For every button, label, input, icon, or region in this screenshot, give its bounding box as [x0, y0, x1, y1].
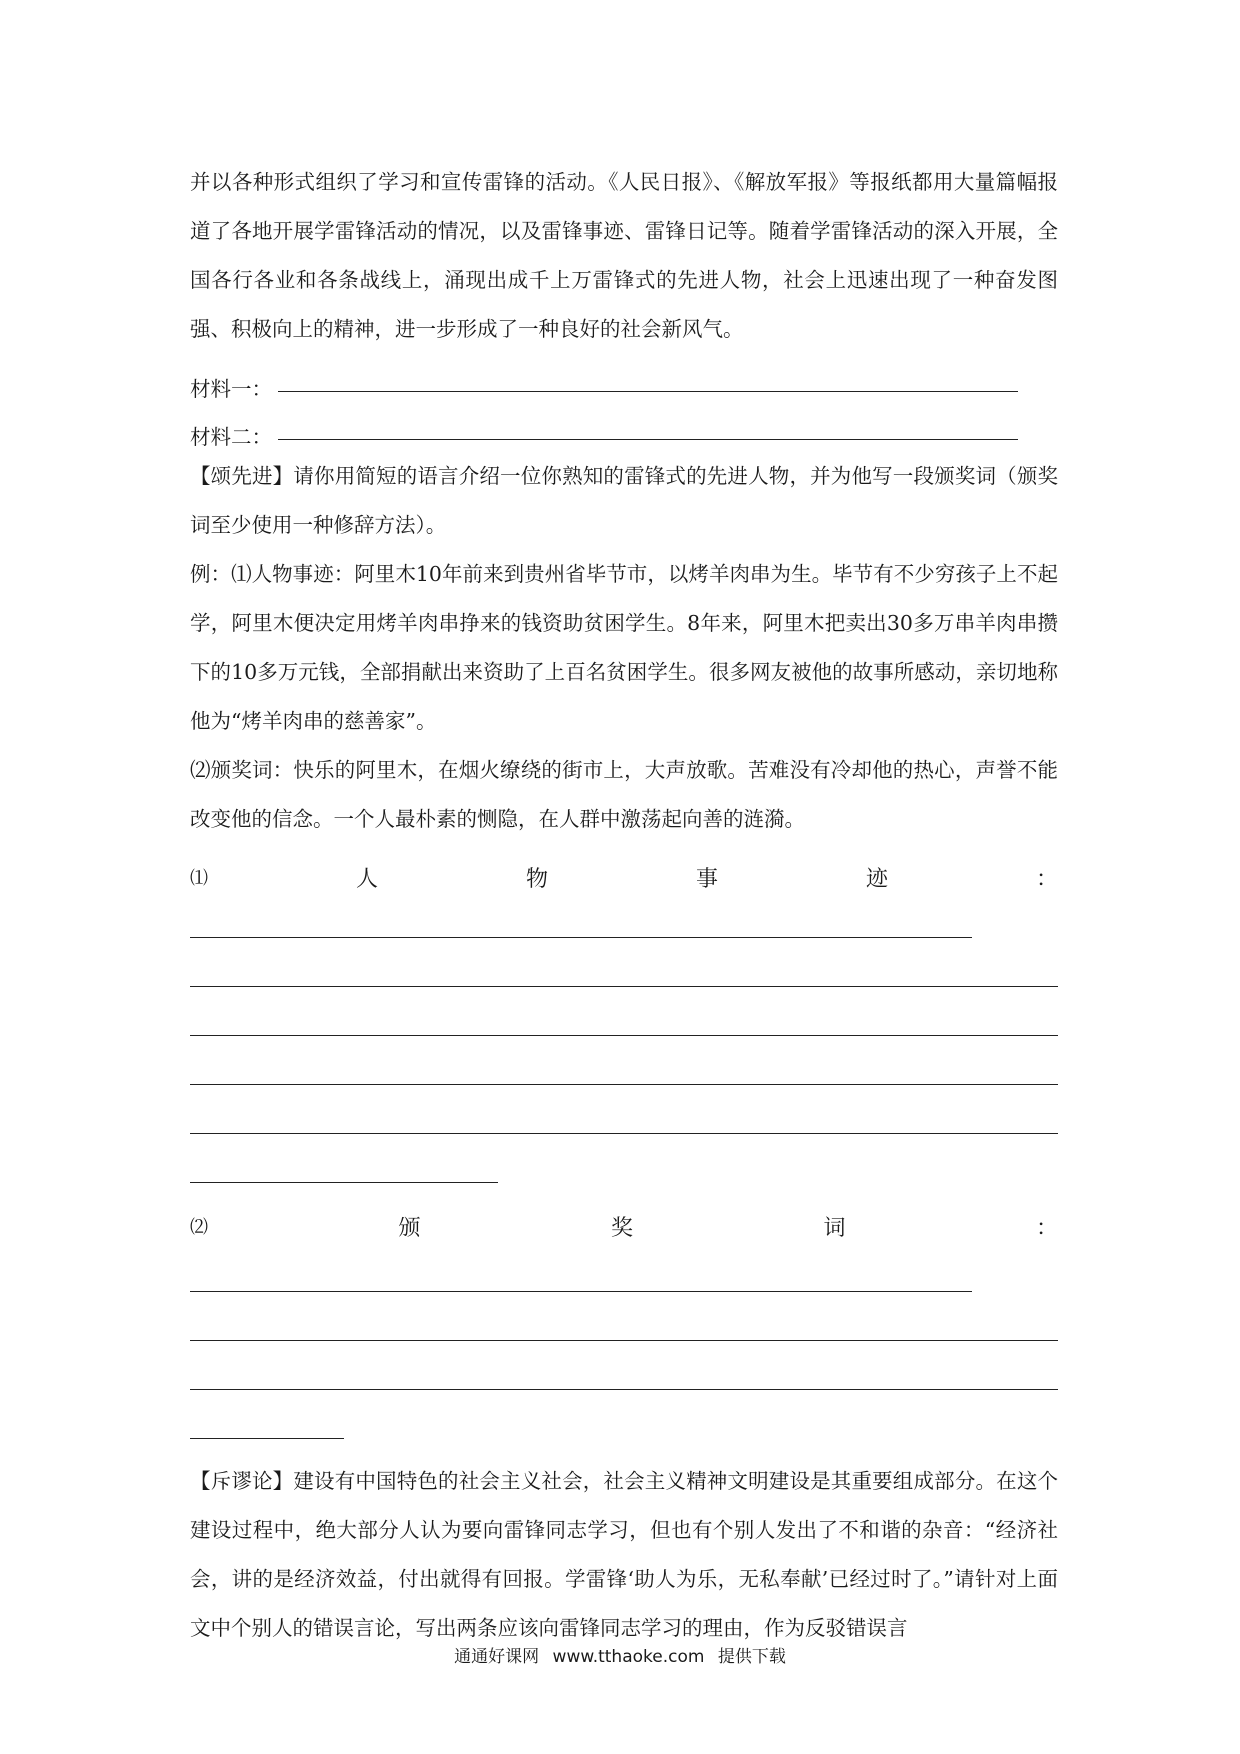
- q1-char: 物: [525, 866, 548, 892]
- q2-answer-line-4[interactable]: [190, 1438, 344, 1439]
- refute-paragraph: 【斥谬论】建设有中国特色的社会主义社会，社会主义精神文明建设是其重要组成部分。在这个建设过程中，绝大部分人认为要向雷锋同志学习，但也有个别人发出了不和谐的杂音：“经济社会，讲的是经济效益，付出就得有回报。学雷锋‘助人为乐，无私奉献’已经过时了。”请针对上面文中个别人的错误言论，写出两条应该向雷锋同志学习的理由，作为反驳错误言: [190, 1469, 1058, 1640]
- material-2-answer-line[interactable]: [278, 438, 1018, 440]
- q2-char: 颁: [398, 1215, 421, 1241]
- q1-colon: ：: [1035, 866, 1058, 892]
- q1-char: 事: [695, 866, 718, 892]
- q1-heading: [190, 852, 1058, 902]
- q2-char: 奖: [610, 1215, 633, 1241]
- q2-marker: ⑵: [190, 1217, 208, 1238]
- q1-answer-line-6[interactable]: [190, 1182, 498, 1183]
- q2-heading: [190, 1201, 1058, 1251]
- material-1-row: [190, 354, 1058, 402]
- footer-site: 通通好课网: [454, 1647, 540, 1667]
- footer-url[interactable]: www.tthaoke.com: [552, 1647, 705, 1667]
- example-deeds: 例：⑴人物事迹：阿里木10年前来到贵州省毕节市，以烤羊肉串为生。毕节有不少穷孩子上不起学，阿里木便决定用烤羊肉串挣来的钱资助贫困学生。8年来，阿里木把卖出30多万串羊肉串攒下的10多万元钱，全部捐献出来资助了上百名贫困学生。很多网友被他的故事所感动，亲切地称他为“烤羊肉串的慈善家”。: [190, 562, 1058, 733]
- document-page: [190, 158, 1058, 1653]
- material-2-label: 材料二：: [190, 425, 272, 449]
- footer-note: 提供下载: [717, 1647, 786, 1667]
- q2-char: 词: [823, 1215, 846, 1241]
- example-award: ⑵颁奖词：快乐的阿里木，在烟火缭绕的街市上，大声放歌。苦难没有冷却他的热心，声誉不能改变他的信念。一个人最朴素的恻隐，在人群中激荡起向善的涟漪。: [190, 758, 1058, 831]
- page-footer: [0, 1642, 1240, 1667]
- q1-marker: ⑴: [190, 868, 208, 889]
- intro-paragraph: 并以各种形式组织了学习和宣传雷锋的活动。《人民日报》、《解放军报》等报纸都用大量篇幅报道了各地开展学雷锋活动的情况，以及雷锋事迹、雷锋日记等。随着学雷锋活动的深入开展，全国各行各业和各条战线上，涌现出成千上万雷锋式的先进人物，社会上迅速出现了一种奋发图强、积极向上的精神，进一步形成了一种良好的社会新风气。: [190, 170, 1058, 341]
- material-1-label: 材料一：: [190, 377, 272, 401]
- material-2-row: [190, 402, 1058, 450]
- q2-colon: ：: [1035, 1215, 1058, 1241]
- q1-char: 迹: [865, 866, 888, 892]
- praise-prompt: 【颂先进】请你用简短的语言介绍一位你熟知的雷锋式的先进人物，并为他写一段颁奖词（颁奖词至少使用一种修辞方法）。: [190, 464, 1058, 537]
- q1-char: 人: [355, 866, 378, 892]
- material-1-answer-line[interactable]: [278, 390, 1018, 392]
